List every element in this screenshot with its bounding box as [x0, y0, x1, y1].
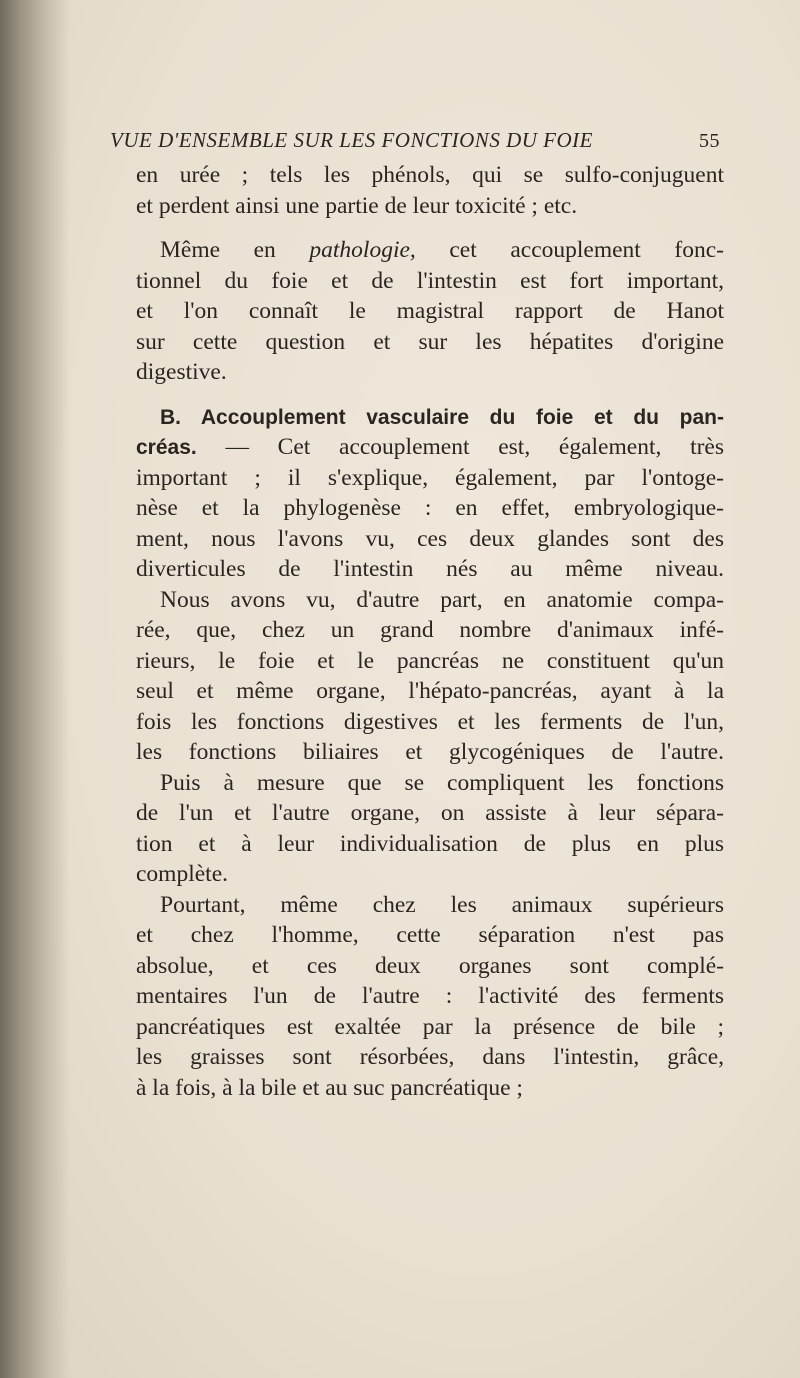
- text-line: digestive.: [136, 359, 227, 385]
- text-line: absolue, et ces deux organes sont complé-: [136, 952, 724, 979]
- text-line: Puis à mesure que se compliquent les fonctions: [160, 769, 724, 796]
- text-line: [136, 432, 724, 463]
- text-line: Nous avons vu, d'autre part, en anatomie compa-: [160, 586, 724, 613]
- text-line: à la fois, à la bile et au suc pancréatique ;: [136, 1074, 523, 1101]
- body-text: [136, 160, 724, 1103]
- text-line: tion et à leur individualisation de plus en plus: [136, 830, 724, 857]
- page-number: 55: [699, 130, 720, 152]
- text-line: et l'on connaît le magistral rapport de Hanot: [136, 298, 724, 324]
- text-span: — Cet accouplement est, également, très: [196, 434, 724, 460]
- text-line: tionnel du foie et de l'intestin est fort important,: [136, 267, 724, 294]
- text-span: cet accouplement fonc-: [415, 237, 725, 263]
- paragraph-gap: [136, 388, 724, 402]
- text-line: en urée ; tels les phénols, qui se sulfo-conjuguent: [136, 162, 724, 188]
- text-line: rieurs, le foie et le pancréas ne constituent qu'un: [136, 647, 724, 674]
- text-line: les fonctions biliaires et glycogéniques de l'autre.: [136, 739, 724, 765]
- text-line: fois les fonctions digestives et les ferments de l'un,: [136, 708, 724, 735]
- text-line: sur cette question et sur les hépatites d'origine: [136, 328, 724, 355]
- text-line: Pourtant, même chez les animaux supérieurs: [160, 891, 724, 918]
- page-header: [110, 128, 720, 153]
- text-line: complète.: [136, 861, 229, 887]
- text-line: [136, 235, 724, 266]
- running-title: VUE D'ENSEMBLE SUR LES FONCTIONS DU FOIE: [110, 128, 593, 152]
- binding-shadow: [0, 0, 70, 1378]
- text-line: les graisses sont résorbées, dans l'intestin, grâce,: [136, 1044, 724, 1070]
- text-line: de l'un et l'autre organe, on assiste à leur sépara-: [136, 800, 724, 826]
- section-heading-text: créas.: [136, 436, 197, 459]
- text-line: mentaires l'un de l'autre : l'activité des ferments: [136, 983, 724, 1009]
- text-line: pancréatiques est exaltée par la présence de bile ;: [136, 1013, 724, 1040]
- section-heading: [136, 402, 724, 433]
- section-heading-text: B. Accouplement vasculaire du foie et du pan-: [160, 405, 724, 429]
- text-span: Même en: [160, 237, 310, 263]
- text-line: et perdent ainsi une partie de leur toxicité ; etc.: [136, 192, 578, 219]
- text-line: ment, nous l'avons vu, ces deux glandes sont des: [136, 525, 724, 552]
- text-line: diverticules de l'intestin nés au même niveau.: [136, 556, 724, 582]
- text-line: et chez l'homme, cette séparation n'est pas: [136, 922, 724, 948]
- text-line: nèse et la phylogenèse : en effet, embryologique-: [136, 495, 724, 521]
- text-line: rée, que, chez un grand nombre d'animaux infé-: [136, 617, 724, 643]
- italic-word: pathologie,: [309, 237, 416, 263]
- text-line: important ; il s'explique, également, par l'ontoge-: [136, 464, 724, 491]
- paragraph-gap: [136, 221, 724, 235]
- text-line: seul et même organe, l'hépato-pancréas, ayant à la: [136, 678, 724, 704]
